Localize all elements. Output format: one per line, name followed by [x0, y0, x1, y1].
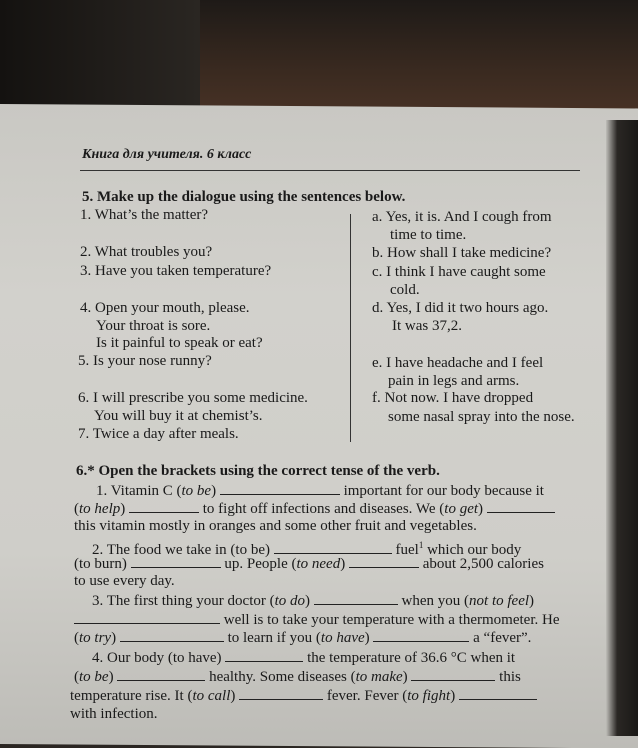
answer-blank[interactable] — [274, 541, 392, 554]
answer-blank[interactable] — [129, 500, 199, 513]
ex6-line-8: well is to take your temperature with a thermometer. He — [74, 611, 559, 629]
answer-blank[interactable] — [411, 668, 495, 681]
ex6-line-9: (to try) to learn if you (to have) a “fever”. — [74, 630, 532, 646]
dialogue-left-2: 2. What troubles you? — [80, 244, 213, 260]
dialogue-right-d2: It was 37,2. — [392, 318, 462, 334]
answer-blank[interactable] — [459, 687, 537, 700]
dialogue-right-f2: some nasal spray into the nose. — [388, 409, 575, 425]
ex6-line-6: to use every day. — [74, 573, 175, 589]
dialogue-left-4c: Is it painful to speak or eat? — [96, 335, 263, 351]
ex6-line-1: 1. Vitamin C (to be) important for our body because it — [96, 483, 544, 499]
dialogue-left-4b: Your throat is sore. — [96, 318, 211, 334]
ex6-line-10: 4. Our body (to have) the temperature of 36.6 °C when it — [92, 650, 516, 666]
ex6-line-4: 2. The food we take in (to be) fuel$^1$ which our body — [92, 540, 522, 558]
ex6-line-13: with infection. — [70, 706, 158, 722]
column-divider — [350, 214, 351, 442]
page-header: Книга для учителя. 6 класс — [82, 147, 252, 162]
dialogue-right-a2: time to time. — [390, 227, 467, 243]
dialogue-right-b: b. How shall I take medicine? — [372, 245, 552, 261]
dialogue-right-c2: cold. — [390, 282, 420, 298]
dialogue-left-6b: You will buy it at chemist’s. — [94, 408, 263, 424]
dialogue-left-6: 6. I will prescribe you some medicine. — [78, 390, 308, 406]
exercise-6-title: 6.* Open the brackets using the correct tense of the verb. — [76, 463, 440, 479]
dialogue-right-c: c. I think I have caught some — [372, 264, 546, 280]
answer-blank[interactable] — [120, 629, 224, 642]
answer-blank[interactable] — [487, 500, 555, 513]
answer-blank[interactable] — [131, 555, 221, 568]
answer-blank[interactable] — [349, 555, 419, 568]
dialogue-left-7: 7. Twice a day after meals. — [78, 426, 239, 442]
ex6-line-5: (to burn) up. People (to need) about 2,500 calories — [74, 556, 544, 572]
dialogue-right-f: f. Not now. I have dropped — [372, 390, 534, 406]
exercise-5-title: 5. Make up the dialogue using the sentences below. — [82, 189, 406, 205]
dialogue-right-e2: pain in legs and arms. — [388, 373, 520, 389]
dialogue-right-a: a. Yes, it is. And I cough from — [372, 209, 552, 225]
answer-blank[interactable] — [314, 592, 398, 605]
dialogue-left-5: 5. Is your nose runny? — [78, 353, 212, 369]
answer-blank[interactable] — [239, 687, 323, 700]
ex6-line-7: 3. The first thing your doctor (to do) when you (not to feel) — [92, 593, 535, 609]
answer-blank[interactable] — [74, 611, 220, 624]
dialogue-right-d: d. Yes, I did it two hours ago. — [372, 300, 549, 316]
answer-blank[interactable] — [220, 482, 340, 495]
dialogue-left-1: 1. What’s the matter? — [80, 207, 209, 223]
answer-blank[interactable] — [225, 649, 303, 662]
dialogue-left-4: 4. Open your mouth, please. — [80, 300, 250, 316]
ex6-line-3: this vitamin mostly in oranges and some other fruit and vegetables. — [74, 518, 477, 534]
dialogue-right-e: e. I have headache and I feel — [372, 355, 544, 371]
ex6-line-11: (to be) healthy. Some diseases (to make) this — [74, 669, 521, 685]
header-rule — [80, 170, 580, 171]
ex6-line-2: (to help) to fight off infections and diseases. We (to get) — [74, 500, 555, 518]
answer-blank[interactable] — [373, 629, 469, 642]
dialogue-left-3: 3. Have you taken temperature? — [80, 263, 272, 279]
answer-blank[interactable] — [117, 668, 205, 681]
ex6-line-12: temperature rise. It (to call) fever. Fever (to fight) — [70, 687, 537, 705]
